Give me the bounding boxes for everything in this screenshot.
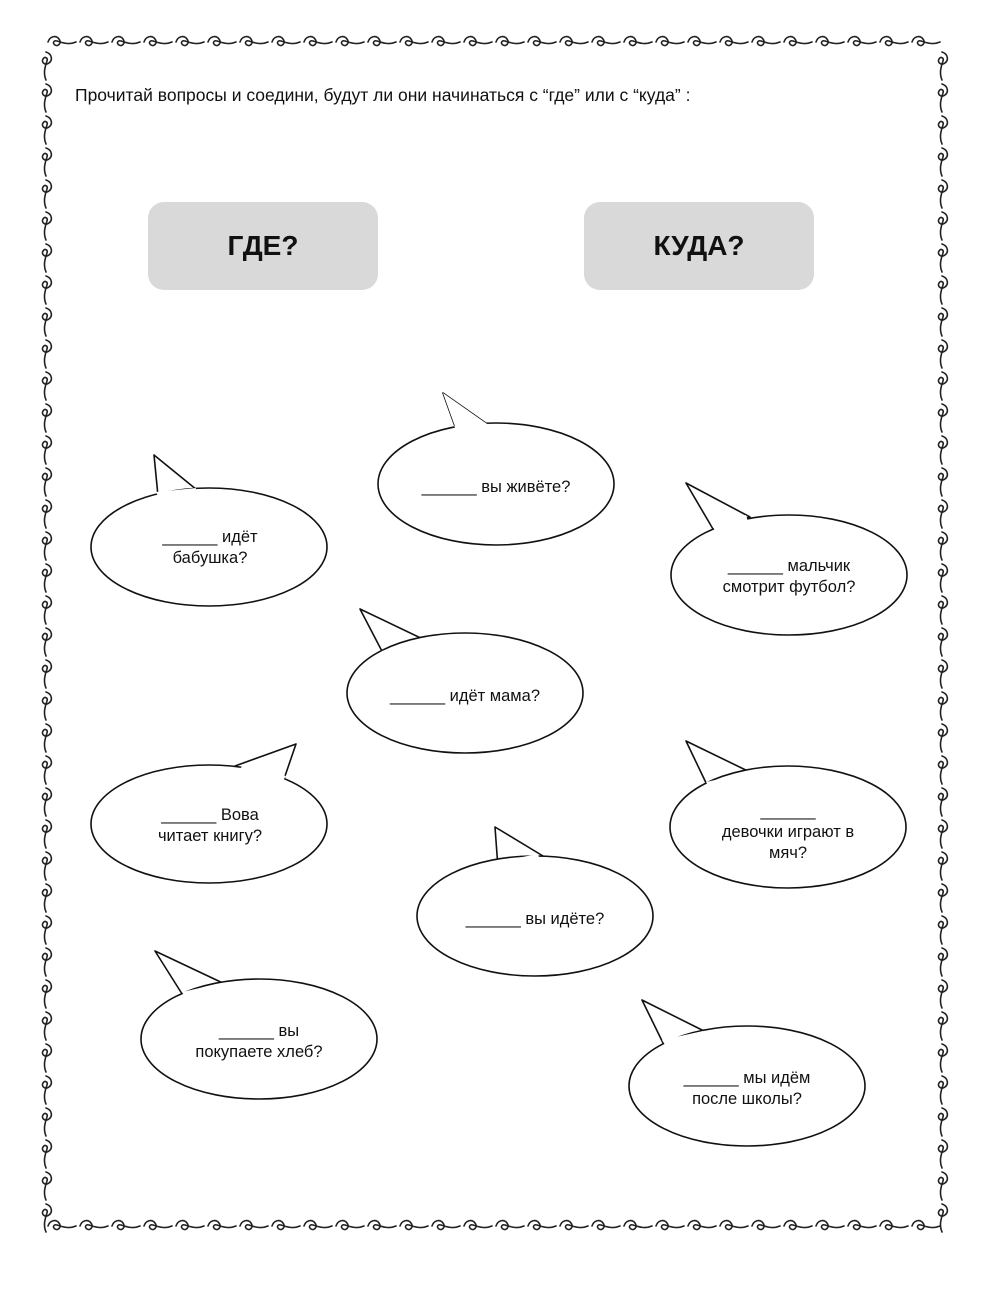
bubble-line: ______ вы	[218, 1022, 300, 1040]
bubble-line: ______ вы живёте?	[421, 478, 571, 496]
bubble-text-pokupaete-hleb	[159, 1021, 359, 1063]
bubble-line: смотрит футбол?	[722, 578, 856, 596]
bubble-text-posle-shkoly	[647, 1068, 847, 1110]
bubble-text-malchik-futbol	[679, 556, 899, 598]
bubble-line: ______ мальчик	[727, 557, 851, 575]
bubble-line: покупаете хлеб?	[195, 1043, 323, 1061]
bubble-line: после школы?	[692, 1090, 802, 1108]
bubble-line: ______ идёт мама?	[389, 687, 541, 705]
bubble-text-idet-mama	[355, 686, 575, 707]
bubble-line: ______ мы идём	[683, 1069, 811, 1087]
speech-bubble-vy-idete[interactable]	[417, 827, 653, 976]
speech-bubble-vy-zhivete[interactable]	[378, 393, 614, 545]
bubble-line: ______ Вова	[161, 806, 259, 824]
bubble-line: ______ вы идёте?	[465, 910, 605, 928]
bubble-line: читает книгу?	[157, 827, 263, 845]
instruction-text: Прочитай вопросы и соедини, будут ли они начинаться с “где” или с “куда” :	[75, 85, 691, 105]
bubble-line: бабушка?	[172, 549, 248, 567]
bubble-text-idet-babushka	[110, 527, 310, 569]
category-kuda-label: КУДА?	[653, 230, 745, 261]
bubble-line: девочки играют в	[721, 823, 855, 841]
bubble-text-vy-idete	[425, 909, 645, 930]
category-gde-label: ГДЕ?	[227, 230, 299, 261]
speech-bubble-idet-mama[interactable]	[347, 609, 583, 753]
bubble-text-vova-knigu	[110, 805, 310, 847]
bubble-line: ______	[760, 802, 816, 820]
bubble-line: мяч?	[768, 844, 808, 862]
bubble-line: ______ идёт	[162, 528, 258, 546]
bubble-text-vy-zhivete	[386, 477, 606, 498]
bubble-text-devochki-myach	[688, 801, 888, 864]
